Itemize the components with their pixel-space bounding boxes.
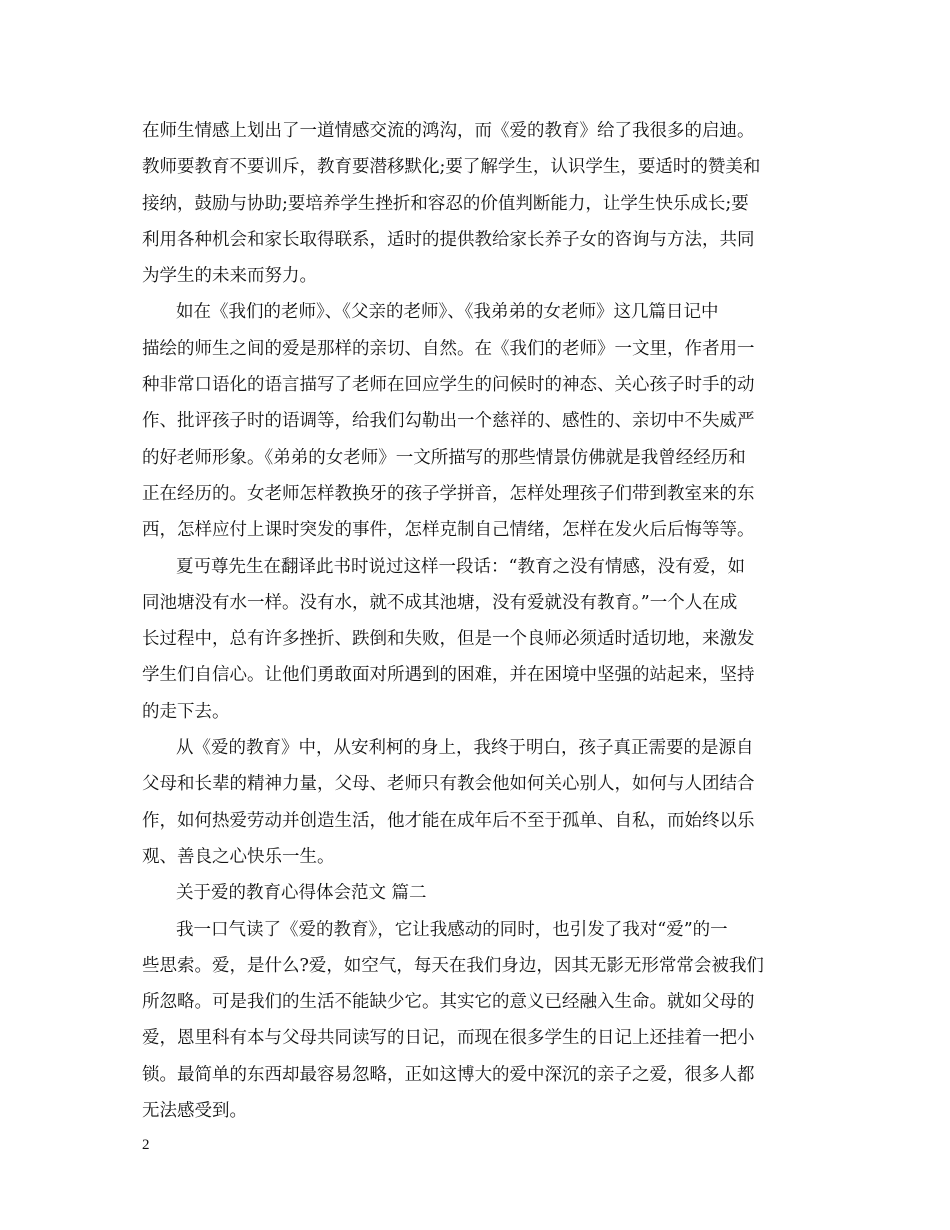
text-line: 同池塘没有水一样。没有水，就不成其池塘，没有爱就没有教育。”一个人在成 — [142, 592, 738, 613]
text-line: 接纳，鼓励与协助;要培养学生挫折和容忍的价值判断能力，让学生快乐成长;要 — [142, 193, 749, 214]
text-line: 观、善良之心快乐一生。 — [142, 846, 335, 867]
text-line: 为学生的未来而努力。 — [142, 266, 317, 287]
text-line: 种非常口语化的语言描写了老师在回应学生的问候时的神态、关心孩子时手的动 — [142, 375, 755, 396]
text-line: 作，如何热爱劳动并创造生活，他才能在成年后不至于孤单、自私，而始终以乐 — [142, 810, 755, 831]
text-line: 父母和长辈的精神力量，父母、老师只有教会他如何关心别人，如何与人团结合 — [142, 774, 755, 795]
text-line: 长过程中，总有许多挫折、跌倒和失败，但是一个良师必须适时适切地，来激发 — [142, 629, 755, 650]
text-line: 正在经历的。女老师怎样教换牙的孩子学拼音，怎样处理孩子们带到教室来的东 — [142, 483, 755, 504]
section-heading: 关于爱的教育心得体会范文 篇二 — [176, 883, 427, 904]
text-line: 锁。最简单的东西却最容易忽略，正如这博大的爱中深沉的亲子之爱，很多人都 — [142, 1064, 755, 1085]
text-line: 的走下去。 — [142, 701, 230, 722]
page-number: 2 — [142, 1137, 150, 1153]
text-line: 教师要教育不要训斥，教育要潜移默化;要了解学生，认识学生，要适时的赞美和 — [142, 157, 761, 178]
text-line: 西，怎样应付上课时突发的事件，怎样克制自己情绪，怎样在发火后后悔等等。 — [142, 520, 755, 541]
paragraph-start-line: 夏丏尊先生在翻译此书时说过这样一段话：“教育之没有情感，没有爱，如 — [176, 556, 745, 577]
text-line: 些思索。爱，是什么?爱，如空气，每天在我们身边，因其无影无形常常会被我们 — [142, 955, 764, 976]
paragraph-start-line: 如在《我们的老师》、《父亲的老师》、《我弟弟的女老师》这几篇日记中 — [176, 302, 719, 323]
paragraph-start-line: 我一口气读了《爱的教育》，它让我感动的同时，也引发了我对“爱”的一 — [176, 919, 728, 940]
text-line: 学生们自信心。让他们勇敢面对所遇到的困难，并在困境中坚强的站起来，坚持 — [142, 665, 755, 686]
text-line: 利用各种机会和家长取得联系，适时的提供教给家长养子女的咨询与方法，共同 — [142, 229, 755, 250]
text-line: 描绘的师生之间的爱是那样的亲切、自然。在《我们的老师》一文里，作者用一 — [142, 338, 755, 359]
text-line: 所忽略。可是我们的生活不能缺少它。其实它的意义已经融入生命。就如父母的 — [142, 992, 755, 1013]
text-line: 作、批评孩子时的语调等，给我们勾勒出一个慈祥的、感性的、亲切中不失威严 — [142, 411, 755, 432]
text-line: 在师生情感上划出了一道情感交流的鸿沟，而《爱的教育》给了我很多的启迪。 — [142, 121, 755, 141]
text-line: 无法感受到。 — [142, 1101, 247, 1122]
text-line: 的好老师形象。《弟弟的女老师》一文所描写的那些情景仿佛就是我曾经经历和 — [142, 447, 746, 468]
text-line: 爱，恩里科有本与父母共同读写的日记，而现在很多学生的日记上还挂着一把小 — [142, 1028, 755, 1049]
paragraph-start-line: 从《爱的教育》中，从安利柯的身上，我终于明白，孩子真正需要的是源自 — [176, 738, 754, 759]
body-text — [142, 113, 822, 1129]
